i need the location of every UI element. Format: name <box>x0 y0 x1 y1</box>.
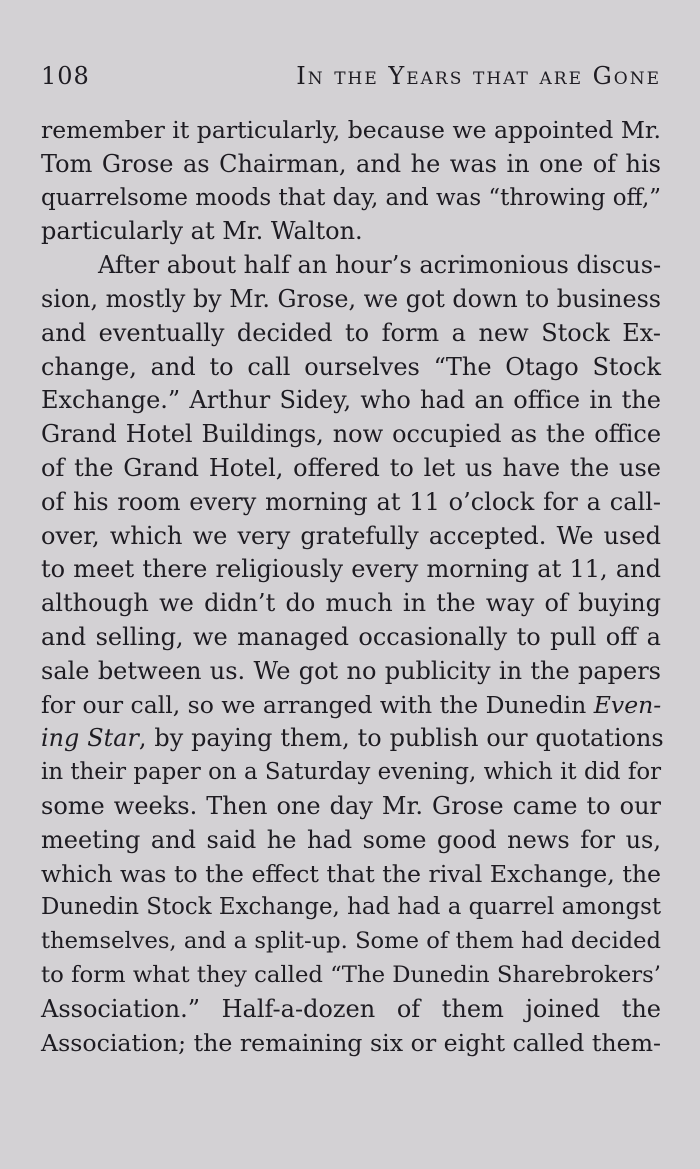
text-line: change, and to call ourselves “The Otago Stock <box>41 352 661 381</box>
text-line: Association; the remaining six or eight called them- <box>41 1028 661 1057</box>
text-line: over, which we very gratefully accepted. We used <box>41 521 661 550</box>
text-line: Association.” Half-a-dozen of them joined the <box>41 994 661 1023</box>
text-line: particularly at Mr. Walton. <box>41 217 363 246</box>
page-number: 108 <box>41 62 90 90</box>
paragraph-start-line: After about half an hour’s acrimonious discus- <box>98 251 662 280</box>
text-line: in their paper on a Saturday evening, which it did for <box>41 759 662 786</box>
text-line <box>41 722 664 756</box>
text-line: Dunedin Stock Exchange, had had a quarrel amongst <box>41 894 662 921</box>
text-line: meeting and said he had some good news for us, <box>41 825 661 854</box>
text-line: and eventually decided to form a new Stock Ex- <box>41 318 661 347</box>
text-line: some weeks. Then one day Mr. Grose came to our <box>41 791 661 820</box>
page-header <box>41 62 661 96</box>
text-line: sion, mostly by Mr. Grose, we got down to business <box>41 284 661 313</box>
text-line: to meet there religiously every morning at 11, and <box>41 555 661 584</box>
text-line: sale between us. We got no publicity in the papers <box>41 656 661 685</box>
text-line: which was to the effect that the rival Exchange, the <box>41 859 661 888</box>
text-line: themselves, and a split-up. Some of them had decided <box>41 928 661 955</box>
text-line: of his room every morning at 11 o’clock for a call- <box>41 487 661 516</box>
text-line: to form what they called “The Dunedin Sharebrokers’ <box>41 961 661 988</box>
running-head: In the Years that are Gone <box>296 62 661 90</box>
body-text <box>41 114 664 1060</box>
text-line: Tom Grose as Chairman, and he was in one of his <box>41 149 661 178</box>
text-line: of the Grand Hotel, offered to let us have the use <box>41 453 661 482</box>
text-line: and selling, we managed occasionally to pull off a <box>41 622 661 651</box>
text-segment: , by paying them, to publish our quotations <box>138 724 664 753</box>
text-line <box>41 689 661 723</box>
text-segment: for our call, so we arranged with the Dunedin <box>41 690 594 719</box>
text-line: Exchange.” Arthur Sidey, who had an office in the <box>41 386 661 415</box>
text-line: although we didn’t do much in the way of buying <box>41 589 662 618</box>
italic-text: ing Star <box>41 724 139 753</box>
italic-text: Even- <box>593 690 662 719</box>
text-line: quarrelsome moods that day, and was “throwing off,” <box>41 184 662 211</box>
text-line: remember it particularly, because we appointed Mr. <box>41 116 661 144</box>
text-line: Grand Hotel Buildings, now occupied as the office <box>41 420 662 449</box>
